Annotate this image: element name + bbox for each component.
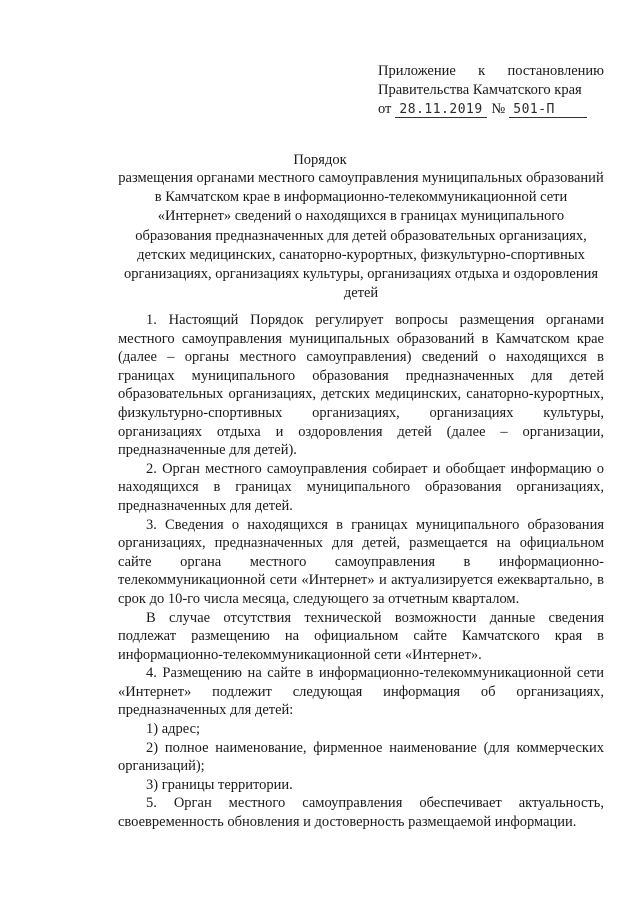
document-body [118,311,604,832]
appendix-word-prilozhenie: Приложение [378,63,456,79]
from-label: от [378,101,392,117]
list-item-address: 1) адрес; [146,721,201,738]
list-item-territory: 3) границы территории. [146,776,293,793]
resolution-number: 501-П [509,102,587,118]
paragraph-3: 3. Сведения о находящихся в границах муниципального образования организациях, предназначенных для детей, размещается на официальном сайте органа местного самоуправления в информационно-телекоммуникационной сети «Интернет» и актуализируется ежеквартально, в срок до 10-го числа месяца, следующего за отчетным кварталом. [118,516,604,607]
paragraph-4: 4. Размещению на сайте в информационно-телекоммуникационной сети «Интернет» подлежит следующая информация об организациях, предназначенных для детей: [118,665,604,719]
resolution-date: 28.11.2019 [395,102,487,118]
list-item-full-name: 2) полное наименование, фирменное наименование (для коммерческих организаций); [118,739,604,775]
appendix-header [378,62,604,119]
appendix-word-k: к [478,63,486,79]
paragraph-3-note: В случае отсутствия технической возможности данные сведения подлежат размещению на официальном сайте Камчатского края в информационно-телекоммуникационной сети «Интернет». [118,609,604,663]
paragraph-2: 2. Орган местного самоуправления собирает и обобщает информацию о находящихся в границах муниципального образования организациях, предназначенных для детей. [118,460,604,514]
document-title: Порядок [293,152,347,168]
number-label: № [491,101,506,117]
appendix-line-1 [378,62,604,81]
appendix-government: Правительства Камчатского края [378,82,582,98]
paragraph-5: 5. Орган местного самоуправления обеспечивает актуальность, своевременность обновления и достоверность размещаемой информации. [118,795,604,831]
appendix-word-postanovleniyu: постановлению [507,63,604,79]
document-subtitle: размещения органами местного самоуправления муниципальных образований в Камчатском крае в информационно-телекоммуникационной сети «Интернет» сведений о находящихся в границах муниципального образования предназначенных для детей образовательных организациях, детских медицинских, санаторно-курортных, физкультурно-спортивных организациях, организациях культуры, организациях отдыха и оздоровления детей [118,170,604,302]
appendix-line-2 [378,81,604,100]
paragraph-1: 1. Настоящий Порядок регулирует вопросы размещения органами местного самоуправления муниципальных образований в Камчатском крае (далее – органы местного самоуправления) сведений о находящихся в границах муниципального образования предназначенных для детей образовательных организациях, детских медицинских, санаторно-курортных, физкультурно-спортивных организациях, организациях культуры, организациях отдыха и оздоровления детей (далее – организации, предназначенные для детей). [118,312,604,459]
appendix-line-3 [378,100,604,119]
